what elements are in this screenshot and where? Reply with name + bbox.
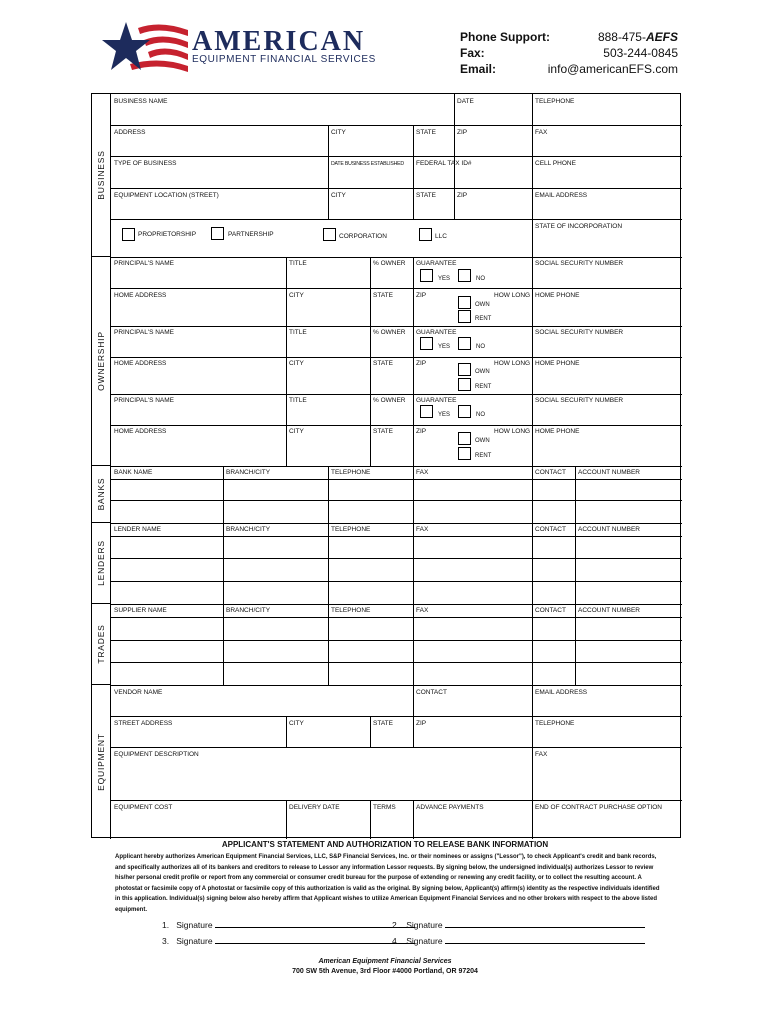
- divider: [111, 219, 682, 220]
- equipment-cost-field[interactable]: EQUIPMENT COST: [114, 804, 173, 811]
- section-banks: BANKS: [92, 466, 111, 523]
- divider: [111, 716, 682, 717]
- signature-line-3[interactable]: 3. Signature: [162, 936, 415, 946]
- divider: [111, 500, 682, 501]
- divider: [454, 125, 455, 219]
- brand-name: AMERICAN: [192, 26, 366, 57]
- llc-checkbox[interactable]: [419, 228, 432, 241]
- divider: [111, 288, 682, 289]
- business-name-field[interactable]: BUSINESS NAME: [114, 98, 168, 105]
- city-field[interactable]: CITY: [331, 192, 346, 199]
- divider: [111, 188, 682, 189]
- guarantee-no-checkbox[interactable]: [458, 269, 471, 282]
- divider: [111, 466, 682, 467]
- divider: [286, 257, 287, 466]
- divider: [111, 800, 682, 801]
- city-field[interactable]: CITY: [289, 292, 304, 299]
- state-of-incorporation-field[interactable]: STATE OF INCORPORATION: [535, 223, 623, 230]
- divider: [111, 394, 682, 395]
- divider: [370, 716, 371, 747]
- divider: [532, 466, 533, 523]
- bank-name-header: BANK NAME: [114, 469, 153, 476]
- account-number-header: ACCOUNT NUMBER: [578, 607, 640, 614]
- terms-field[interactable]: TERMS: [373, 804, 396, 811]
- zip-field[interactable]: ZIP: [416, 360, 427, 367]
- supplier-name-header: SUPPLIER NAME: [114, 607, 167, 614]
- proprietorship-label: PROPRIETORSHIP: [138, 231, 197, 238]
- zip-field[interactable]: ZIP: [416, 720, 427, 727]
- yes-label: YES: [438, 412, 451, 418]
- divider: [532, 604, 533, 685]
- state-field[interactable]: STATE: [373, 428, 393, 435]
- guarantee-label: GUARANTEE: [416, 329, 457, 336]
- account-number-header: ACCOUNT NUMBER: [578, 469, 640, 476]
- city-field[interactable]: CITY: [289, 428, 304, 435]
- email-value: info@americanEFS.com: [547, 62, 678, 76]
- fax-label: Fax:: [460, 46, 485, 60]
- equipment-location-field[interactable]: EQUIPMENT LOCATION (STREET): [114, 192, 219, 199]
- federal-tax-id-field[interactable]: FEDERAL TAX ID#: [416, 160, 472, 167]
- telephone-header: TELEPHONE: [331, 526, 371, 533]
- guarantee-yes-checkbox[interactable]: [420, 405, 433, 418]
- divider: [111, 156, 682, 157]
- own-checkbox[interactable]: [458, 432, 471, 445]
- divider: [575, 523, 576, 604]
- guarantee-no-checkbox[interactable]: [458, 405, 471, 418]
- divider: [328, 466, 329, 523]
- principal-name-field[interactable]: PRINCIPAL'S NAME: [114, 397, 174, 404]
- phone-label: Phone Support:: [460, 30, 550, 44]
- principal-name-field[interactable]: PRINCIPAL'S NAME: [114, 260, 174, 267]
- telephone-field[interactable]: TELEPHONE: [535, 98, 575, 105]
- divider: [111, 662, 682, 663]
- divider: [413, 800, 414, 839]
- divider: [223, 604, 224, 685]
- state-field[interactable]: STATE: [373, 720, 393, 727]
- guarantee-no-checkbox[interactable]: [458, 337, 471, 350]
- how-long-field[interactable]: HOW LONG: [494, 360, 531, 367]
- date-established-field[interactable]: DATE BUSINESS ESTABLISHED: [331, 161, 404, 167]
- yes-label: YES: [438, 344, 451, 350]
- divider: [111, 640, 682, 641]
- divider: [111, 685, 682, 686]
- home-phone-field[interactable]: HOME PHONE: [535, 428, 580, 435]
- telephone-header: TELEPHONE: [331, 607, 371, 614]
- divider: [111, 257, 682, 258]
- divider: [413, 257, 414, 466]
- corporation-checkbox[interactable]: [323, 228, 336, 241]
- street-address-field[interactable]: STREET ADDRESS: [114, 720, 173, 727]
- divider: [286, 800, 287, 839]
- equipment-description-field[interactable]: EQUIPMENT DESCRIPTION: [114, 751, 199, 758]
- signature-line-2[interactable]: 2. Signature: [392, 920, 645, 930]
- fax-field[interactable]: FAX: [535, 129, 548, 136]
- own-label: OWN: [475, 369, 490, 375]
- rent-label: RENT: [475, 453, 492, 459]
- divider: [223, 466, 224, 523]
- how-long-field[interactable]: HOW LONG: [494, 292, 531, 299]
- advance-payments-field[interactable]: ADVANCE PAYMENTS: [416, 804, 484, 811]
- zip-field[interactable]: ZIP: [457, 192, 468, 199]
- divider: [111, 747, 682, 748]
- divider: [111, 536, 682, 537]
- section-business: BUSINESS: [92, 94, 111, 257]
- corporation-label: CORPORATION: [339, 233, 387, 240]
- home-address-field[interactable]: HOME ADDRESS: [114, 428, 167, 435]
- divider: [328, 604, 329, 685]
- divider: [111, 425, 682, 426]
- contact-header: CONTACT: [535, 469, 566, 476]
- rent-label: RENT: [475, 316, 492, 322]
- llc-label: LLC: [435, 233, 447, 240]
- rent-checkbox[interactable]: [458, 310, 471, 323]
- divider: [328, 125, 329, 219]
- branch-city-header: BRANCH/CITY: [226, 469, 271, 476]
- divider: [111, 604, 682, 605]
- date-field[interactable]: DATE: [457, 98, 474, 105]
- footer-company: American Equipment Financial Services: [318, 958, 452, 965]
- contact-header: CONTACT: [535, 526, 566, 533]
- section-equipment: EQUIPMENT: [92, 685, 111, 839]
- own-label: OWN: [475, 438, 490, 444]
- divider: [111, 523, 682, 524]
- divider: [286, 716, 287, 747]
- contact-header: CONTACT: [535, 607, 566, 614]
- partnership-checkbox[interactable]: [211, 227, 224, 240]
- account-number-header: ACCOUNT NUMBER: [578, 526, 640, 533]
- divider: [370, 257, 371, 466]
- signature-line-1[interactable]: 1. Signature: [162, 920, 415, 930]
- divider: [413, 466, 414, 523]
- email-field[interactable]: EMAIL ADDRESS: [535, 192, 588, 199]
- zip-field[interactable]: ZIP: [457, 129, 468, 136]
- home-phone-field[interactable]: HOME PHONE: [535, 292, 580, 299]
- contact-field[interactable]: CONTACT: [416, 689, 447, 696]
- fax-value: 503-244-0845: [603, 46, 678, 60]
- state-field[interactable]: STATE: [416, 192, 436, 199]
- divider: [111, 617, 682, 618]
- footer-address: 700 SW 5th Avenue, 3rd Floor #4000 Portland, OR 97204: [292, 968, 478, 975]
- divider: [413, 125, 414, 219]
- principal-name-field[interactable]: PRINCIPAL'S NAME: [114, 329, 174, 336]
- guarantee-label: GUARANTEE: [416, 397, 457, 404]
- zip-field[interactable]: ZIP: [416, 292, 427, 299]
- telephone-header: TELEPHONE: [331, 469, 371, 476]
- cell-phone-field[interactable]: CELL PHONE: [535, 160, 576, 167]
- fax-header: FAX: [416, 607, 429, 614]
- state-field[interactable]: STATE: [373, 360, 393, 367]
- title-field[interactable]: TITLE: [289, 260, 307, 267]
- divider: [111, 357, 682, 358]
- vendor-name-field[interactable]: VENDOR NAME: [114, 689, 163, 696]
- divider: [575, 604, 576, 685]
- divider: [454, 94, 455, 125]
- signature-line-4[interactable]: 4. Signature: [392, 936, 645, 946]
- divider: [532, 685, 533, 839]
- state-field[interactable]: STATE: [416, 129, 436, 136]
- state-field[interactable]: STATE: [373, 292, 393, 299]
- email-field[interactable]: EMAIL ADDRESS: [535, 689, 588, 696]
- guarantee-label: GUARANTEE: [416, 260, 457, 267]
- own-checkbox[interactable]: [458, 296, 471, 309]
- rent-checkbox[interactable]: [458, 378, 471, 391]
- delivery-date-field[interactable]: DELIVERY DATE: [289, 804, 340, 811]
- how-long-field[interactable]: HOW LONG: [494, 428, 531, 435]
- rent-label: RENT: [475, 384, 492, 390]
- statement-title: APPLICANT'S STATEMENT AND AUTHORIZATION TO RELEASE BANK INFORMATION: [221, 840, 549, 849]
- divider: [223, 523, 224, 604]
- divider: [413, 604, 414, 685]
- guarantee-yes-checkbox[interactable]: [420, 269, 433, 282]
- title-field[interactable]: TITLE: [289, 397, 307, 404]
- pct-owner-field[interactable]: % OWNER: [373, 260, 406, 267]
- divider: [328, 523, 329, 604]
- home-address-field[interactable]: HOME ADDRESS: [114, 360, 167, 367]
- divider: [413, 685, 414, 747]
- type-of-business-field[interactable]: TYPE OF BUSINESS: [114, 160, 177, 167]
- yes-label: YES: [438, 276, 451, 282]
- home-phone-field[interactable]: HOME PHONE: [535, 360, 580, 367]
- email-label: Email:: [460, 62, 497, 76]
- lender-name-header: LENDER NAME: [114, 526, 161, 533]
- own-checkbox[interactable]: [458, 363, 471, 376]
- address-field[interactable]: ADDRESS: [114, 129, 146, 136]
- city-field[interactable]: CITY: [289, 360, 304, 367]
- ssn-field[interactable]: SOCIAL SECURITY NUMBER: [535, 260, 624, 267]
- fax-header: FAX: [416, 526, 429, 533]
- guarantee-yes-checkbox[interactable]: [420, 337, 433, 350]
- section-trades: TRADES: [92, 604, 111, 685]
- divider: [111, 125, 682, 126]
- proprietorship-checkbox[interactable]: [122, 228, 135, 241]
- city-field[interactable]: CITY: [289, 720, 304, 727]
- section-ownership: OWNERSHIP: [92, 257, 111, 466]
- no-label: NO: [476, 412, 485, 418]
- divider: [575, 466, 576, 523]
- branch-city-header: BRANCH/CITY: [226, 526, 271, 533]
- pct-owner-field[interactable]: % OWNER: [373, 397, 406, 404]
- title-field[interactable]: TITLE: [289, 329, 307, 336]
- city-field[interactable]: CITY: [331, 129, 346, 136]
- rent-checkbox[interactable]: [458, 447, 471, 460]
- pct-owner-field[interactable]: % OWNER: [373, 329, 406, 336]
- brand-subtitle: EQUIPMENT FINANCIAL SERVICES: [192, 54, 376, 65]
- divider: [111, 581, 682, 582]
- divider: [111, 558, 682, 559]
- home-address-field[interactable]: HOME ADDRESS: [114, 292, 167, 299]
- ssn-field[interactable]: SOCIAL SECURITY NUMBER: [535, 397, 624, 404]
- fax-header: FAX: [416, 469, 429, 476]
- application-form: [91, 93, 681, 838]
- own-label: OWN: [475, 302, 490, 308]
- divider: [532, 94, 533, 257]
- telephone-field[interactable]: TELEPHONE: [535, 720, 575, 727]
- partnership-label: PARTNERSHIP: [228, 231, 274, 238]
- divider: [111, 479, 682, 480]
- section-lenders: LENDERS: [92, 523, 111, 604]
- branch-city-header: BRANCH/CITY: [226, 607, 271, 614]
- divider: [413, 523, 414, 604]
- divider: [532, 523, 533, 604]
- no-label: NO: [476, 276, 485, 282]
- phone-value: 888-475-AEFS: [597, 30, 678, 44]
- fax-field[interactable]: FAX: [535, 751, 548, 758]
- ssn-field[interactable]: SOCIAL SECURITY NUMBER: [535, 329, 624, 336]
- statement-body: Applicant hereby authorizes American Equipment Financial Services, LLC, S&P Financial Services, Inc. or their nominees or assigns ("Lessor"), to check Applicant's credit and bank records, and specifically authorizes all of its bankers and creditors to release to Lessor any information Lessor requests. By signing below, the undersigned individual(s) authorizes Lessor to review his/her personal credit profile or report from any commercial or consumer credit bureau for the purpose of extending or renewing any credit facility, or to collect the resulting account. A photostat or facsimile copy of A photostat or facsimile copy of this authorization is valid as the original. By signing below, Applicant(s) affirm(s) identity as the respective individuals identified in this application. Individual(s) signing below also hereby affirm that Applicant wishes to utilize American Equipment Financial Services and no other brokers with respect to the above listed equipment.: [115, 854, 660, 913]
- end-purchase-option-field[interactable]: END OF CONTRACT PURCHASE OPTION: [535, 804, 663, 811]
- divider: [111, 326, 682, 327]
- divider: [532, 257, 533, 466]
- divider: [370, 800, 371, 839]
- no-label: NO: [476, 344, 485, 350]
- zip-field[interactable]: ZIP: [416, 428, 427, 435]
